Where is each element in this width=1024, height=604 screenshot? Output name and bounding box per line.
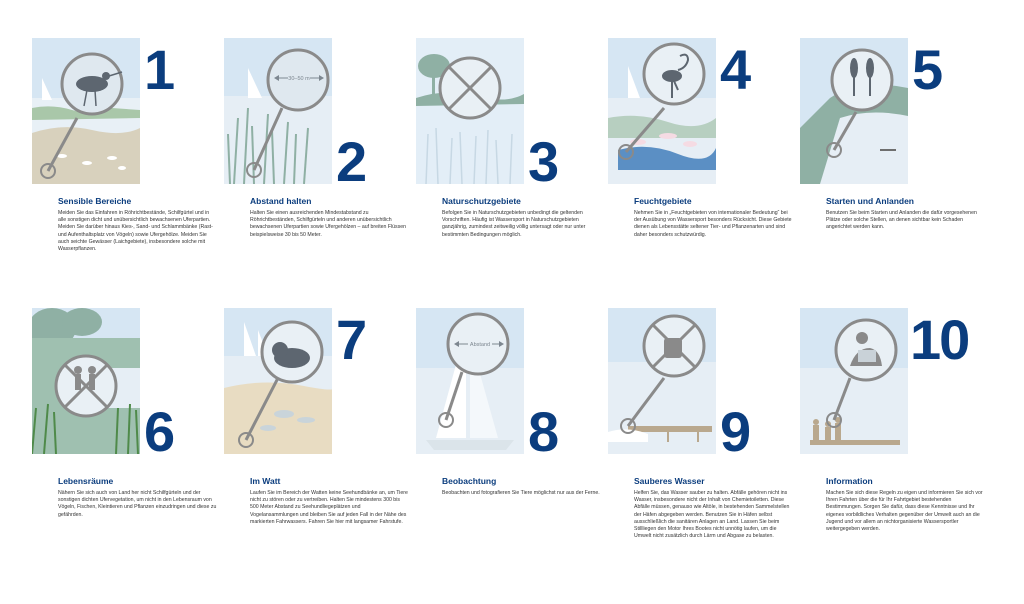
rule-description: Nähern Sie sich auch von Land her nicht Schilfgürteln und der sonstigen dichten Ufervegetation, um nicht in den Lebensraum von Vögeln, Fischen, Kleintieren und Pflanzen einzudringen und diese zu gefährden. (58, 490, 217, 518)
rule-title: Beobachtung (442, 476, 497, 486)
rule-description: Machen Sie sich diese Regeln zu eigen und informieren Sie sich vor Ihren Fahrten über die für Ihr Fahrtgebiet bestehenden Bestimmungen. Sorgen Sie dafür, dass diese Kenntnisse und Ihr eigenes vorbildliches Verhalten gegenüber der Umwelt auch an die Jugend und vor allem an nichtorganisierte Wassersportler weitergegeben werden. (826, 490, 983, 533)
rule-title: Sensible Bereiche (58, 196, 132, 206)
rule-title: Im Watt (250, 476, 281, 486)
rule-description: Meiden Sie das Einfahren in Röhrichtbestände, Schilfgürtel und in alle sonstigen dicht und unübersichtlich bewachsenen Uferpartien. Meiden Sie darüber hinaus Kies-, Sand- und Schlammbänke (Rast- und Aufenthaltsplatz von Vögeln) sowie Ufergehölze. Meiden Sie auch seichte Gewässer (Laichgebiete), insbesondere solche mit Wasserpflanzen. (58, 210, 213, 253)
rule-title: Starten und Anlanden (826, 196, 914, 206)
rule-title: Naturschutzgebiete (442, 196, 521, 206)
rule-description: Laufen Sie im Bereich der Watten keine Seehundbänke an, um Tiere nicht zu stören oder zu vertreiben. Halten Sie mindestens 300 bis 500 Meter Abstand zu Seehundliegeplätzen und Vogelansammlungen und bleiben Sie auf jeden Fall in der Nähe des markierten Fahrwassers. Fahren Sie hier mit langsamer Fahrstufe. (250, 490, 408, 525)
distance-label: 30–50 m (288, 76, 310, 82)
scene-abstand-halten (224, 38, 332, 184)
rule-number: 4 (720, 38, 750, 101)
rule-title: Lebensräume (58, 476, 114, 486)
rule-description: Helfen Sie, das Wasser sauber zu halten. Abfälle gehören nicht ins Wasser, insbesondere nicht der Inhalt von Chemietoiletten. Diese Abfälle müssen, genauso wie Altöle, in bestehenden Sammelstellen der Häfen abgegeben werden. Benutzen Sie in Häfen selbst ausschließlich die sanitären Anlagen an Land. Lassen Sie beim Stillliegen den Motor Ihres Bootes nicht unnötig laufen, um die Umwelt nicht zusätzlich durch Lärm und Abgase zu belasten. (634, 490, 790, 540)
rule-description: Benutzen Sie beim Starten und Anlanden die dafür vorgesehenen Plätze oder solche Stellen, an denen sichtbar kein Schaden angerichtet werden kann. (826, 210, 977, 231)
rule-number: 6 (144, 400, 174, 463)
rule-number: 1 (144, 38, 174, 101)
rule-title: Sauberes Wasser (634, 476, 705, 486)
rule-number: 5 (912, 38, 942, 101)
rule-description: Beobachten und fotografieren Sie Tiere möglichst nur aus der Ferne. (442, 490, 600, 496)
scene-starten-und-anlanden (800, 38, 908, 184)
rule-number: 7 (336, 308, 366, 371)
rule-title: Feuchtgebiete (634, 196, 692, 206)
rule-description: Nehmen Sie in „Feuchtgebieten von internationaler Bedeutung“ bei der Ausübung von Wassersport besonders Rücksicht. Diese Gebiete dienen als Lebensstätte seltener Tier- und Pflanzenarten und sind daher besonders schutzwürdig. (634, 210, 792, 238)
rule-number: 2 (336, 130, 366, 193)
rule-title: Abstand halten (250, 196, 312, 206)
rule-number: 3 (528, 130, 558, 193)
rule-title: Information (826, 476, 873, 486)
scene-im-watt (224, 308, 332, 454)
rule-number: 9 (720, 400, 750, 463)
scene-information (800, 308, 908, 454)
scene-naturschutzgebiete (416, 38, 524, 184)
scene-sensible-bereiche (32, 38, 140, 184)
rule-number: 8 (528, 400, 558, 463)
scene-lebensraeume (32, 308, 140, 454)
distance-label: Abstand (469, 342, 491, 348)
rule-number: 10 (910, 308, 969, 371)
scene-feuchtgebiete (608, 38, 716, 184)
rule-description: Befolgen Sie in Naturschutzgebieten unbedingt die geltenden Vorschriften. Häufig ist Wassersport in Naturschutzgebieten ganzjährig, zumindest zeitweilig völlig untersagt oder nur unter bestimmten Bedingungen möglich. (442, 210, 586, 238)
scene-beobachtung (416, 308, 524, 454)
rule-description: Halten Sie einen ausreichenden Mindestabstand zu Röhrichtbeständen, Schilfgürteln und anderen unübersichtlich bewachsenen Uferpartien sowie Ufergehölzen – auf breiten Flüssen beispielsweise 30 bis 50 Meter. (250, 210, 407, 238)
scene-sauberes-wasser (608, 308, 716, 454)
